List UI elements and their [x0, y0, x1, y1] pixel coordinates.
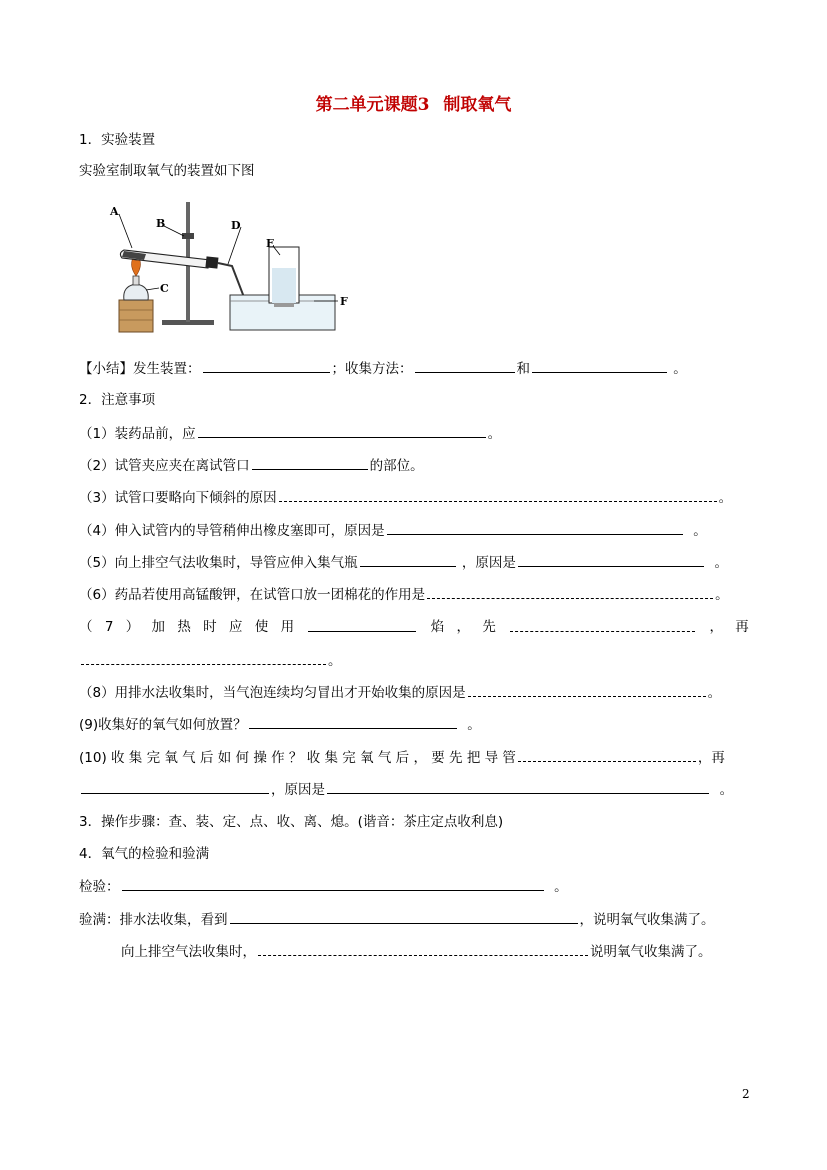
summary-gen-label: 发生装置：: [133, 361, 201, 377]
item-7-end: 。: [328, 653, 342, 669]
section-3-steps: 3．操作步骤：查、装、定、点、收、离、熄。(谐音：茶庄定点收利息): [79, 814, 504, 830]
item-9-text: (9)收集好的氧气如何放置？: [79, 717, 247, 733]
blank[interactable]: [468, 682, 706, 697]
label-f: F: [340, 295, 348, 308]
item-7-flame: 焰: [430, 619, 445, 635]
item-7-char: 使: [254, 619, 269, 635]
blank[interactable]: [360, 552, 456, 567]
check-label: 检验：: [79, 879, 120, 895]
full-1-end: ，说明氧气收集满了。: [579, 912, 715, 928]
blank[interactable]: [308, 617, 416, 632]
item-4-text: （4）伸入试管内的导管稍伸出橡皮塞即可，原因是: [79, 523, 385, 539]
label-d: D: [231, 219, 241, 232]
item-7-comma2: ，: [709, 619, 723, 635]
label-b: B: [156, 217, 166, 230]
blank[interactable]: [532, 358, 667, 373]
blank[interactable]: [387, 520, 683, 535]
item-9-end: 。: [467, 717, 481, 733]
blank[interactable]: [252, 455, 368, 470]
item-7-first: 先: [482, 619, 496, 635]
blank[interactable]: [427, 584, 713, 599]
blank[interactable]: [81, 650, 326, 665]
item-8-text: （8）用排水法收集时，当气泡连续均匀冒出才开始收集的原因是: [79, 685, 466, 701]
blank[interactable]: [203, 358, 330, 373]
item-5-text: （5）向上排空气法收集时，导管应伸入集气瓶: [79, 555, 358, 571]
full-2-text: 向上排空气法收集时，: [121, 944, 256, 960]
summary-and: 和: [516, 361, 530, 377]
label-a: A: [110, 205, 119, 218]
title-part-1: 第二单元课题3: [315, 95, 430, 115]
item-7-char: 应: [228, 619, 243, 635]
item-7-char: （: [79, 619, 93, 635]
label-e: E: [266, 237, 275, 250]
item-6-text: （6）药品若使用高锰酸钾，在试管口放一团棉花的作用是: [79, 587, 426, 603]
item-1-end: 。: [487, 426, 502, 442]
item-5-mid: ，原因是: [461, 555, 516, 571]
blank[interactable]: [249, 714, 457, 729]
item-2: [79, 455, 424, 476]
label-c: C: [160, 282, 169, 295]
check-end: 。: [554, 879, 568, 895]
blank[interactable]: [415, 358, 515, 373]
item-4-end: 。: [693, 523, 707, 539]
blank[interactable]: [230, 909, 578, 924]
blank[interactable]: [279, 487, 717, 502]
section-1-heading: 1．实验装置: [79, 132, 156, 148]
item-8-end: 。: [707, 685, 722, 701]
item-6: [79, 584, 729, 605]
item-3-text: （3）试管口要略向下倾斜的原因: [79, 490, 277, 506]
item-10-reason: ，原因是: [271, 782, 325, 798]
item-7-then: 再: [735, 619, 749, 635]
item-7-comma: ，: [456, 619, 471, 635]
item-4: [79, 520, 707, 541]
blank[interactable]: [81, 779, 269, 794]
item-10-mid: ，再: [697, 750, 725, 766]
item-1: [79, 423, 501, 444]
section-1-intro: 实验室制取氧气的装置如下图: [79, 163, 255, 179]
item-7-char: 用: [280, 619, 295, 635]
blank[interactable]: [258, 941, 588, 956]
section-4-heading: 4．氧气的检验和验满: [79, 846, 210, 862]
summary-line: [79, 358, 687, 379]
item-10-end: 。: [719, 782, 734, 798]
full-1-text: 验满：排水法收集，看到: [79, 912, 228, 928]
item-5-end: 。: [714, 555, 728, 571]
page-title: [0, 90, 827, 115]
item-2-text: （2）试管夹应夹在离试管口: [79, 458, 250, 474]
title-part-2: 制取氧气: [443, 95, 512, 115]
full-2-end: 说明氧气收集满了。: [590, 944, 712, 960]
summary-sep: ；收集方法：: [331, 361, 413, 377]
item-3: [79, 487, 732, 508]
item-6-end: 。: [715, 587, 729, 603]
item-7-char: 热: [177, 619, 191, 635]
item-5: [79, 552, 728, 573]
section-2-heading: 2．注意事项: [79, 392, 156, 408]
blank[interactable]: [122, 876, 544, 891]
summary-bracket: 【小结】: [79, 361, 133, 377]
blank[interactable]: [518, 747, 696, 762]
item-7: [79, 617, 749, 637]
item-10: [79, 747, 725, 768]
blank[interactable]: [518, 552, 704, 567]
apparatus-figure: [102, 200, 352, 335]
check-line: [79, 876, 568, 897]
item-8: [79, 682, 721, 703]
item-7-cont: [79, 650, 342, 671]
item-1-text: （1）装药品前，应: [79, 426, 196, 442]
blank[interactable]: [510, 617, 695, 632]
item-7-char: 7: [104, 619, 114, 635]
item-7-char: 加: [151, 619, 166, 635]
item-9: [79, 714, 481, 735]
item-2-end: 的部位。: [369, 458, 424, 474]
full-line-1: [79, 909, 715, 930]
item-7-char: 时: [203, 619, 217, 635]
item-10-text: (10) 收 集 完 氧 气 后 如 何 操 作 ？ 收 集 完 氧 气 后 ， 要 先 把 导 管: [79, 750, 516, 766]
item-10-cont: [79, 779, 733, 800]
item-3-end: 。: [718, 490, 733, 506]
blank[interactable]: [327, 779, 709, 794]
page-number: 2: [742, 1087, 750, 1101]
blank[interactable]: [198, 423, 486, 438]
summary-end: 。: [673, 361, 687, 377]
item-7-char: ）: [125, 619, 140, 635]
full-line-2: [121, 941, 712, 962]
